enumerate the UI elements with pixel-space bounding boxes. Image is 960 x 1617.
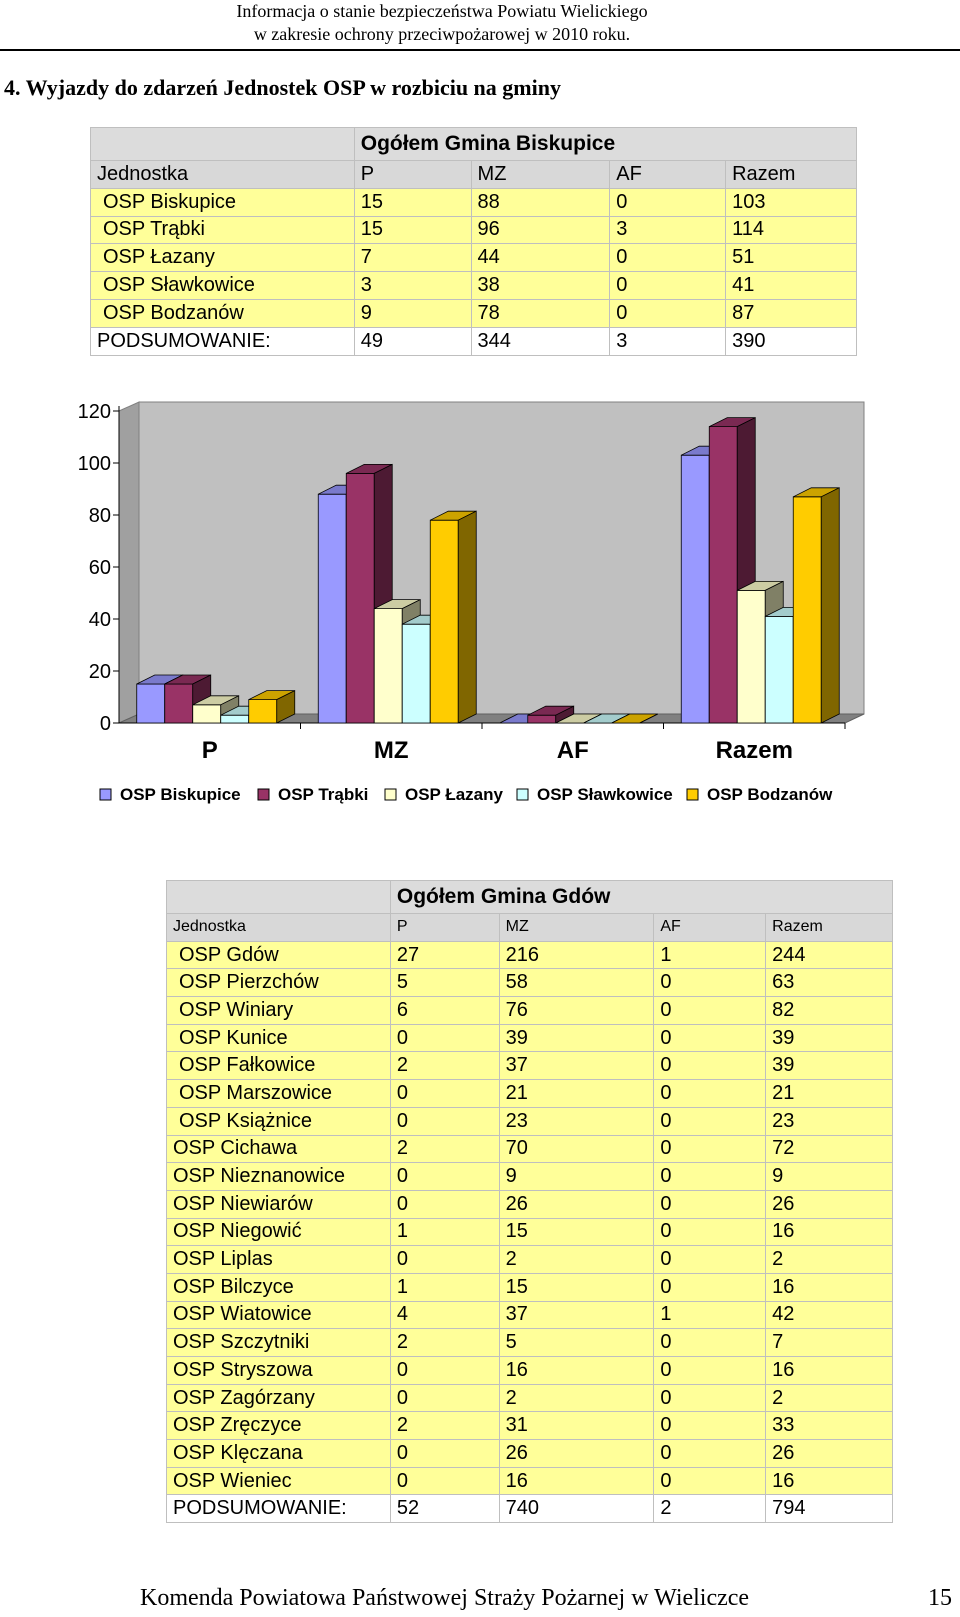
summary-value: 52	[390, 1495, 499, 1523]
value-cell: 0	[390, 1190, 499, 1218]
bar-front	[709, 427, 737, 723]
table-row	[167, 1440, 893, 1468]
value-cell: 51	[726, 244, 857, 272]
value-cell: 2	[499, 1384, 654, 1412]
unit-name-cell: OSP Zagórzany	[167, 1384, 391, 1412]
value-cell: 0	[654, 1107, 766, 1135]
value-cell: 5	[499, 1329, 654, 1357]
value-cell: 0	[610, 188, 726, 216]
unit-name-cell: OSP Cichawa	[167, 1135, 391, 1163]
value-cell: 0	[654, 1163, 766, 1191]
summary-value: 2	[654, 1495, 766, 1523]
unit-name-cell: OSP Pierzchów	[167, 969, 391, 997]
table-row	[167, 1412, 893, 1440]
summary-label: PODSUMOWANIE:	[91, 327, 355, 355]
column-header-row	[167, 914, 893, 942]
value-cell: 31	[499, 1412, 654, 1440]
empty-cell	[167, 881, 391, 914]
legend-swatch	[100, 789, 111, 800]
bar-front	[681, 455, 709, 723]
bar-front	[346, 473, 374, 723]
value-cell: 0	[654, 969, 766, 997]
footer-text: Komenda Powiatowa Państwowej Straży Pożarnej w Wieliczce	[140, 1585, 750, 1611]
value-cell: 39	[766, 1024, 893, 1052]
value-cell: 0	[654, 1412, 766, 1440]
bar-front	[137, 684, 165, 723]
legend-swatch	[385, 789, 396, 800]
value-cell: 72	[766, 1135, 893, 1163]
table-row	[167, 1357, 893, 1385]
table-row	[167, 1329, 893, 1357]
value-cell: 39	[766, 1052, 893, 1080]
column-header: MZ	[499, 914, 654, 942]
y-tick-label: 80	[88, 505, 111, 527]
value-cell: 0	[390, 1384, 499, 1412]
table-row	[91, 216, 857, 244]
bar-front	[165, 684, 193, 723]
value-cell: 244	[766, 941, 893, 969]
column-header: Razem	[766, 914, 893, 942]
bar-front	[402, 624, 430, 723]
legend-label: OSP Trąbki	[278, 785, 369, 804]
column-header: MZ	[471, 161, 610, 189]
value-cell: 1	[390, 1273, 499, 1301]
biskupice-table	[90, 127, 857, 356]
table-title-row	[167, 881, 893, 914]
value-cell: 16	[766, 1357, 893, 1385]
table-row	[167, 1246, 893, 1274]
value-cell: 26	[766, 1190, 893, 1218]
value-cell: 114	[726, 216, 857, 244]
table-row	[167, 1135, 893, 1163]
value-cell: 2	[390, 1135, 499, 1163]
table-row	[167, 1384, 893, 1412]
unit-name-cell: OSP Nieznanowice	[167, 1163, 391, 1191]
value-cell: 23	[499, 1107, 654, 1135]
value-cell: 16	[766, 1273, 893, 1301]
value-cell: 78	[471, 299, 610, 327]
bar-front	[249, 700, 277, 723]
value-cell: 0	[654, 1190, 766, 1218]
table-row	[91, 244, 857, 272]
value-cell: 3	[610, 216, 726, 244]
value-cell: 0	[654, 1218, 766, 1246]
page-number: 15	[928, 1585, 952, 1611]
bar-front	[528, 715, 556, 723]
x-tick-label: MZ	[373, 737, 409, 764]
value-cell: 0	[654, 1080, 766, 1108]
unit-name-cell: OSP Kunice	[167, 1024, 391, 1052]
value-cell: 38	[471, 272, 610, 300]
value-cell: 87	[726, 299, 857, 327]
table-row	[167, 1163, 893, 1191]
summary-value: 344	[471, 327, 610, 355]
value-cell: 39	[499, 1024, 654, 1052]
table-row	[167, 1024, 893, 1052]
value-cell: 1	[654, 941, 766, 969]
unit-name-cell: OSP Zręczyce	[167, 1412, 391, 1440]
table-row	[167, 1107, 893, 1135]
value-cell: 0	[390, 1246, 499, 1274]
biskupice-bar-chart	[60, 400, 880, 840]
column-header: P	[390, 914, 499, 942]
value-cell: 2	[390, 1412, 499, 1440]
summary-label: PODSUMOWANIE:	[167, 1495, 391, 1523]
value-cell: 0	[654, 1329, 766, 1357]
unit-name-cell: OSP Książnice	[167, 1107, 391, 1135]
value-cell: 21	[766, 1080, 893, 1108]
value-cell: 1	[654, 1301, 766, 1329]
bar-front	[737, 590, 765, 723]
section-title: 4. Wyjazdy do zdarzeń Jednostek OSP w rozbiciu na gminy	[4, 75, 561, 100]
value-cell: 88	[471, 188, 610, 216]
header-line-2: w zakresie ochrony przeciwpożarowej w 2010 roku.	[253, 24, 631, 44]
y-tick-label: 60	[88, 557, 111, 579]
value-cell: 6	[390, 997, 499, 1025]
column-header-row	[91, 161, 857, 189]
bar-side	[821, 488, 839, 723]
value-cell: 96	[471, 216, 610, 244]
unit-name-cell: OSP Łazany	[91, 244, 355, 272]
summary-value: 390	[726, 327, 857, 355]
value-cell: 76	[499, 997, 654, 1025]
column-header: Jednostka	[91, 161, 355, 189]
unit-name-cell: OSP Wieniec	[167, 1467, 391, 1495]
value-cell: 9	[354, 299, 471, 327]
value-cell: 0	[654, 1273, 766, 1301]
table-row	[167, 1080, 893, 1108]
value-cell: 9	[499, 1163, 654, 1191]
bar-front	[765, 616, 793, 723]
table-row	[167, 1301, 893, 1329]
value-cell: 16	[499, 1467, 654, 1495]
bar-front	[793, 497, 821, 723]
header-text	[162, 0, 722, 46]
bar-front	[374, 609, 402, 723]
unit-name-cell: OSP Trąbki	[91, 216, 355, 244]
table-row	[91, 299, 857, 327]
unit-name-cell: OSP Gdów	[167, 941, 391, 969]
value-cell: 1	[390, 1218, 499, 1246]
unit-name-cell: OSP Bodzanów	[91, 299, 355, 327]
table-row	[91, 272, 857, 300]
table-title-row	[91, 128, 857, 161]
value-cell: 70	[499, 1135, 654, 1163]
value-cell: 23	[766, 1107, 893, 1135]
header-line-1: Informacja o stanie bezpieczeństwa Powiatu Wielickiego	[236, 1, 648, 21]
value-cell: 0	[610, 244, 726, 272]
table-title: Ogółem Gmina Biskupice	[354, 128, 856, 161]
value-cell: 0	[390, 1440, 499, 1468]
value-cell: 0	[654, 1246, 766, 1274]
value-cell: 0	[654, 1440, 766, 1468]
bar-front	[430, 520, 458, 723]
summary-row	[91, 327, 857, 355]
table-row	[91, 188, 857, 216]
unit-name-cell: OSP Wiatowice	[167, 1301, 391, 1329]
value-cell: 4	[390, 1301, 499, 1329]
legend-label: OSP Łazany	[405, 785, 503, 804]
unit-name-cell: OSP Szczytniki	[167, 1329, 391, 1357]
value-cell: 0	[654, 1384, 766, 1412]
value-cell: 16	[766, 1218, 893, 1246]
gdow-table	[166, 880, 893, 1523]
value-cell: 0	[390, 1163, 499, 1191]
page-header	[0, 0, 960, 51]
bar-side	[458, 511, 476, 723]
legend-swatch	[517, 789, 528, 800]
value-cell: 2	[499, 1246, 654, 1274]
unit-name-cell: OSP Biskupice	[91, 188, 355, 216]
unit-name-cell: OSP Marszowice	[167, 1080, 391, 1108]
table-row	[167, 997, 893, 1025]
value-cell: 16	[766, 1467, 893, 1495]
table-title: Ogółem Gmina Gdów	[390, 881, 892, 914]
table-row	[167, 1218, 893, 1246]
legend-label: OSP Bodzanów	[707, 785, 833, 804]
value-cell: 0	[390, 1357, 499, 1385]
value-cell: 15	[354, 188, 471, 216]
summary-value: 740	[499, 1495, 654, 1523]
bar-front	[193, 705, 221, 723]
value-cell: 42	[766, 1301, 893, 1329]
legend-label: OSP Sławkowice	[537, 785, 673, 804]
column-header: P	[354, 161, 471, 189]
value-cell: 37	[499, 1301, 654, 1329]
unit-name-cell: OSP Fałkowice	[167, 1052, 391, 1080]
value-cell: 33	[766, 1412, 893, 1440]
plot-side-wall	[119, 402, 139, 723]
legend-swatch	[258, 789, 269, 800]
table-row	[167, 1467, 893, 1495]
value-cell: 16	[499, 1357, 654, 1385]
value-cell: 9	[766, 1163, 893, 1191]
value-cell: 103	[726, 188, 857, 216]
unit-name-cell: OSP Niewiarów	[167, 1190, 391, 1218]
table-row	[167, 1052, 893, 1080]
summary-value: 794	[766, 1495, 893, 1523]
value-cell: 2	[390, 1329, 499, 1357]
summary-value: 3	[610, 327, 726, 355]
empty-cell	[91, 128, 355, 161]
value-cell: 7	[766, 1329, 893, 1357]
value-cell: 0	[654, 1135, 766, 1163]
y-tick-label: 20	[88, 661, 111, 683]
value-cell: 0	[654, 1024, 766, 1052]
unit-name-cell: OSP Liplas	[167, 1246, 391, 1274]
value-cell: 0	[654, 1467, 766, 1495]
unit-name-cell: OSP Niegowić	[167, 1218, 391, 1246]
x-tick-label: AF	[556, 737, 589, 764]
value-cell: 27	[390, 941, 499, 969]
value-cell: 0	[654, 1052, 766, 1080]
summary-value: 49	[354, 327, 471, 355]
value-cell: 21	[499, 1080, 654, 1108]
y-tick-label: 0	[99, 713, 111, 735]
value-cell: 41	[726, 272, 857, 300]
value-cell: 3	[354, 272, 471, 300]
value-cell: 63	[766, 969, 893, 997]
unit-name-cell: OSP Klęczana	[167, 1440, 391, 1468]
value-cell: 0	[390, 1024, 499, 1052]
value-cell: 216	[499, 941, 654, 969]
value-cell: 5	[390, 969, 499, 997]
unit-name-cell: OSP Winiary	[167, 997, 391, 1025]
unit-name-cell: OSP Bilczyce	[167, 1273, 391, 1301]
table-row	[167, 969, 893, 997]
y-tick-label: 100	[77, 453, 111, 475]
value-cell: 2	[766, 1384, 893, 1412]
value-cell: 82	[766, 997, 893, 1025]
value-cell: 26	[499, 1440, 654, 1468]
value-cell: 2	[766, 1246, 893, 1274]
table-row	[167, 1273, 893, 1301]
value-cell: 44	[471, 244, 610, 272]
value-cell: 0	[610, 299, 726, 327]
x-tick-label: P	[201, 737, 218, 764]
value-cell: 0	[390, 1080, 499, 1108]
table-row	[167, 941, 893, 969]
value-cell: 37	[499, 1052, 654, 1080]
value-cell: 26	[766, 1440, 893, 1468]
value-cell: 0	[654, 997, 766, 1025]
bar-front	[318, 494, 346, 723]
value-cell: 0	[654, 1357, 766, 1385]
value-cell: 15	[499, 1273, 654, 1301]
value-cell: 0	[390, 1107, 499, 1135]
value-cell: 0	[390, 1467, 499, 1495]
table-row	[167, 1190, 893, 1218]
value-cell: 26	[499, 1190, 654, 1218]
column-header: AF	[654, 914, 766, 942]
value-cell: 15	[499, 1218, 654, 1246]
value-cell: 7	[354, 244, 471, 272]
column-header: AF	[610, 161, 726, 189]
y-tick-label: 120	[77, 401, 111, 423]
y-tick-label: 40	[88, 609, 111, 631]
unit-name-cell: OSP Stryszowa	[167, 1357, 391, 1385]
x-tick-label: Razem	[715, 737, 793, 764]
value-cell: 0	[610, 272, 726, 300]
column-header: Jednostka	[167, 914, 391, 942]
legend-swatch	[687, 789, 698, 800]
value-cell: 2	[390, 1052, 499, 1080]
column-header: Razem	[726, 161, 857, 189]
value-cell: 15	[354, 216, 471, 244]
bar-front	[221, 715, 249, 723]
unit-name-cell: OSP Sławkowice	[91, 272, 355, 300]
legend-label: OSP Biskupice	[120, 785, 241, 804]
value-cell: 58	[499, 969, 654, 997]
summary-row	[167, 1495, 893, 1523]
